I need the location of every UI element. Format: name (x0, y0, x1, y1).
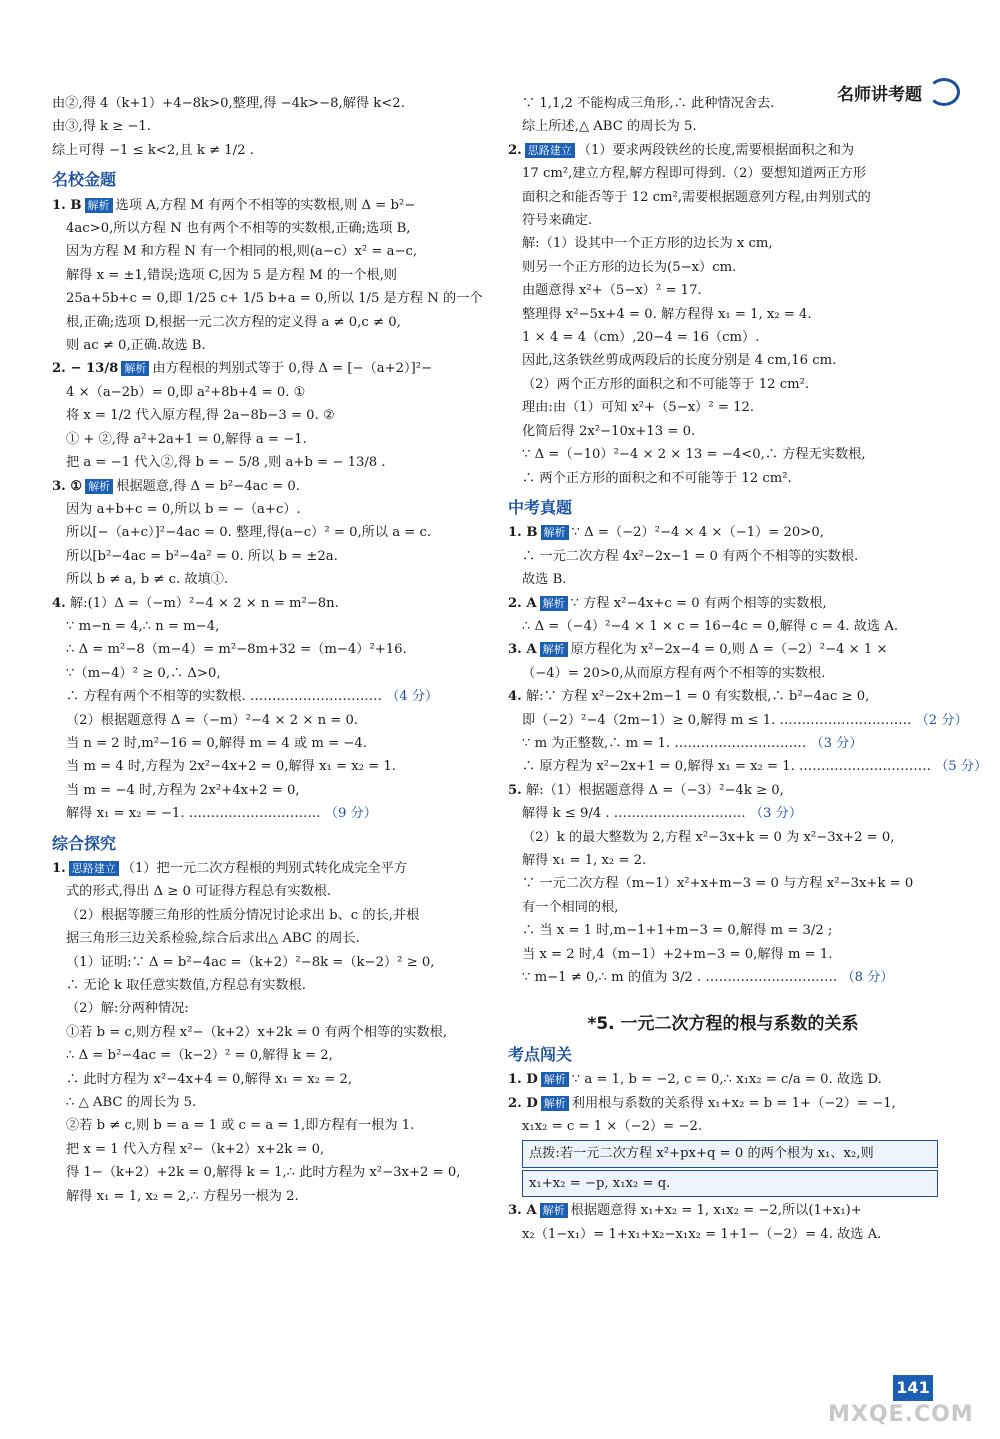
answer-line (52, 1161, 482, 1184)
answer-item (508, 521, 938, 544)
line-text: 当 m = 4 时,方程为 2x²−4x+2 = 0,解得 x₁ = x₂ = 1. (66, 759, 396, 775)
line-text: 符号来确定. (522, 213, 593, 229)
analysis-tag: 解析 (541, 1072, 569, 1087)
answer-line (508, 802, 938, 825)
line-text: 有一个相同的根, (522, 899, 619, 915)
line-text: 4 ×（a−2b）= 0,即 a²+8b+4 = 0. ① (66, 384, 306, 400)
answer-line (508, 568, 938, 591)
line-text: 解得 x₁ = 1, x₂ = 2,∴ 方程另一根为 2. (66, 1188, 299, 1204)
answer-line (52, 1044, 482, 1067)
line-text: （2）两个正方形的面积之和不可能等于 12 cm². (522, 376, 810, 392)
line-text: 化简后得 2x²−10x+13 = 0. (522, 423, 696, 439)
leader-dots: ………………………… (184, 806, 325, 822)
line-text: 把 a = −1 代入②,得 b = − 5/8 ,则 a+b = − 13/8 . (66, 455, 386, 471)
answer-line (52, 451, 482, 474)
answer-line (52, 997, 482, 1020)
line-text: 解:(1）Δ =（−m）²−4 × 2 × n = m²−8n. (69, 595, 339, 611)
answer-line (508, 896, 938, 919)
answer-line (52, 498, 482, 521)
line-text: 则 ac ≠ 0,正确.故选 B. (66, 338, 206, 354)
section-heading: 名校金题 (52, 170, 117, 190)
answer-line (52, 951, 482, 974)
leader-dots: ………………………… (775, 712, 916, 728)
score-label: （4 分） (386, 689, 439, 705)
answer-line (52, 974, 482, 997)
line-text: 4ac>0,所以方程 N 也有两个不相等的实数根,正确;选项 B, (66, 221, 411, 237)
line-text: ∴ 原方程为 x²−2x+1 = 0,解得 x₁ = x₂ = 1. (522, 759, 795, 775)
analysis-tag: 解析 (121, 361, 149, 376)
line-text: （1）要求两段铁丝的长度,需要根据面积之和为 (577, 142, 855, 158)
analysis-tag: 解析 (541, 1096, 569, 1111)
section-heading: 中考真题 (508, 497, 573, 517)
answer-line (508, 1115, 938, 1138)
analysis-tag: 解析 (540, 642, 568, 657)
answer-item (508, 638, 938, 661)
score-label: （5 分） (935, 759, 988, 775)
score-label: （9 分） (324, 806, 377, 822)
answer-line (508, 232, 938, 255)
answer-item (508, 592, 938, 615)
line-text: ∵ m 为正整数,∴ m = 1. (522, 735, 671, 751)
line-text: （1）证明:∵ Δ = b²−4ac =（k+2）²−8k =（k−2）² ≥ 0, (66, 954, 435, 970)
section-heading: 综合探究 (52, 833, 117, 853)
line-text: 解:∵ 方程 x²−2x+2m−1 = 0 有实数根,∴ b²−4ac ≥ 0, (525, 689, 870, 705)
analysis-tag: 思路建立 (69, 861, 119, 876)
answer-line (52, 709, 482, 732)
answer-line (52, 115, 482, 138)
line-text: 则另一个正方形的边长为(5−x）cm. (522, 259, 737, 275)
line-text: 将 x = 1/2 代入原方程,得 2a−8b−3 = 0. ② (66, 408, 335, 424)
item-number: 3. A (508, 1203, 537, 1219)
answer-line (508, 303, 938, 326)
line-text: 当 n = 2 时,m²−16 = 0,解得 m = 4 或 m = −4. (66, 735, 367, 751)
line-text: 由题意得 x²+（5−x）² = 17. (522, 283, 702, 299)
answer-line (508, 326, 938, 349)
leader-dots: ………………………… (609, 806, 750, 822)
answer-line (508, 209, 938, 232)
item-number: 3. A (508, 642, 537, 658)
line-text: 由②,得 4（k+1）+4−8k>0,整理,得 −4k>−8,解得 k<2. (52, 96, 405, 111)
answer-line (508, 256, 938, 279)
answer-line (508, 373, 938, 396)
answer-line (52, 638, 482, 661)
answer-item (52, 194, 482, 217)
answer-item (508, 1199, 938, 1222)
line-text: 把 x = 1 代入方程 x²−（k+2）x+2k = 0, (66, 1141, 325, 1157)
answer-line (508, 420, 938, 443)
answer-line (508, 115, 938, 138)
answer-line (52, 904, 482, 927)
left-column (52, 92, 482, 1208)
answer-item (508, 1092, 938, 1115)
watermark: MXQE.COM (828, 1402, 974, 1427)
answer-line (52, 404, 482, 427)
item-number: 4. (508, 689, 522, 705)
item-number: 2. A (508, 595, 537, 611)
answer-line (52, 927, 482, 950)
answer-line (508, 966, 938, 989)
line-text: 解得 x = ±1,错误;选项 C,因为 5 是方程 M 的一个根,则 (66, 267, 397, 283)
answer-line (52, 545, 482, 568)
answer-line (52, 217, 482, 240)
answer-item (508, 139, 938, 162)
tip-box-line: x₁+x₂ = −p, x₁x₂ = q. (522, 1170, 938, 1197)
item-number: 3. ① (52, 478, 83, 494)
answer-line (52, 92, 482, 115)
answer-line (508, 849, 938, 872)
answer-line (52, 779, 482, 802)
line-text: 选项 A,方程 M 有两个不相等的实数根,则 Δ = b²− (115, 197, 416, 213)
line-text: 因为 a+b+c = 0,所以 b = −（a+c）. (66, 501, 301, 517)
analysis-tag: 解析 (85, 479, 113, 494)
answer-line (52, 1185, 482, 1208)
line-text: ∵ m−1 ≠ 0,∴ m 的值为 3/2 . (522, 970, 702, 986)
line-text: ∵ 1,1,2 不能构成三角形,∴ 此种情况舍去. (522, 96, 775, 111)
line-text: 所以[−（a+c）]²−4ac = 0. 整理,得(a−c）² = 0,所以 a = c. (66, 525, 432, 541)
leader-dots: ………………………… (701, 970, 842, 986)
line-text: 根据题意,得 Δ = b²−4ac = 0. (116, 478, 300, 494)
line-text: ∵ m−n = 4,∴ n = m−4, (66, 618, 220, 634)
chapter-title: *5. 一元二次方程的根与系数的关系 (587, 1014, 859, 1035)
analysis-tag: 解析 (85, 198, 113, 213)
answer-line (508, 186, 938, 209)
line-text: x₁x₂ = c = 1 ×（−2）= −2. (522, 1119, 703, 1135)
line-text: 整理得 x²−5x+4 = 0. 解方程得 x₁ = 1, x₂ = 4. (522, 306, 812, 322)
answer-line (508, 662, 938, 685)
header-title: 名师讲考题 (837, 84, 922, 105)
answer-line (508, 162, 938, 185)
line-text: 25a+5b+c = 0,即 1/25 c+ 1/5 b+a = 0,所以 1/5 是方程 N 的一个 (66, 291, 483, 307)
line-text: ∴ 方程有两个不相等的实数根. (66, 689, 246, 705)
answer-line (508, 279, 938, 302)
line-text: 理由:由（1）可知 x²+（5−x）² = 12. (522, 400, 755, 416)
right-column (508, 92, 988, 1246)
score-label: （2 分） (915, 712, 968, 728)
line-text: （1）把一元二次方程根的判别式转化成完全平方 (121, 861, 408, 876)
leader-dots: ………………………… (245, 689, 387, 705)
item-number: 1. B (52, 197, 82, 213)
line-text: 解:（1）设其中一个正方形的边长为 x cm, (522, 236, 773, 252)
line-text: ∵ a = 1, b = −2, c = 0,∴ x₁x₂ = c/a = 0. 故选 D. (571, 1072, 882, 1088)
line-text: 1 × 4 = 4（cm）,20−4 = 16（cm）. (522, 330, 760, 346)
answer-line (508, 443, 938, 466)
line-text: 根据题意得 x₁+x₂ = 1, x₁x₂ = −2,所以(1+x₁)+ (570, 1203, 862, 1219)
answer-line (52, 685, 482, 708)
leader-dots: ………………………… (794, 759, 936, 775)
answer-line (508, 349, 938, 372)
item-number: 4. (52, 595, 66, 611)
line-text: 因此,这条铁丝剪成两段后的长度分别是 4 cm,16 cm. (522, 353, 837, 369)
answer-line (52, 1021, 482, 1044)
leader-dots: ………………………… (670, 735, 811, 751)
answer-line (508, 826, 938, 849)
answer-item (508, 685, 938, 708)
line-text: 所以 b ≠ a, b ≠ c. 故填①. (66, 572, 229, 588)
line-text: 利用根与系数的关系得 x₁+x₂ = b = 1+（−2）= −1, (571, 1095, 896, 1111)
line-text: （2）根据题意得 Δ =（−m）²−4 × 2 × n = 0. (66, 712, 359, 728)
score-label: （3 分） (749, 806, 803, 822)
line-text: 得 1−（k+2）+2k = 0,解得 k = 1,∴ 此时方程为 x²−3x+2 = 0, (66, 1165, 461, 1181)
line-text: ∵ 一元二次方程（m−1）x²+x+m−3 = 0 与方程 x²−3x+k = 0 (522, 876, 914, 892)
answer-line (508, 92, 938, 115)
line-text: ∵（m−4）² ≥ 0,∴ Δ>0, (66, 665, 221, 681)
answer-line (508, 872, 938, 895)
answer-line (52, 802, 482, 825)
section-heading: 考点闯关 (508, 1044, 573, 1064)
line-text: 由③,得 k ≥ −1. (52, 119, 152, 135)
line-text: 当 x = 2 时,4（m−1）+2+m−3 = 0,解得 m = 1. (522, 946, 833, 962)
line-text: 式的形式,得出 Δ ≥ 0 可证得方程总有实数根. (66, 884, 332, 900)
answer-item (508, 1068, 938, 1091)
answer-line (52, 1091, 482, 1114)
analysis-tag: 解析 (540, 596, 568, 611)
answer-line (52, 381, 482, 404)
line-text: 综上可得 −1 ≤ k<2,且 k ≠ 1/2 . (52, 142, 254, 158)
answer-line (508, 755, 988, 778)
answer-line (508, 396, 938, 419)
score-label: （8 分） (841, 970, 894, 986)
answer-line (508, 467, 938, 490)
item-number: 1. (52, 861, 66, 876)
line-text: ∴ 两个正方形的面积之和不可能等于 12 cm². (522, 470, 792, 486)
answer-line (508, 919, 938, 942)
answer-line (52, 139, 482, 162)
line-text: 解:（1）根据题意得 Δ =（−3）²−4k ≥ 0, (525, 782, 784, 798)
answer-line (52, 1114, 482, 1137)
answer-line (52, 732, 482, 755)
line-text: ∴ Δ = m²−8（m−4）= m²−8m+32 =（m−4）²+16. (66, 642, 407, 658)
line-text: 解得 x₁ = 1, x₂ = 2. (522, 853, 647, 868)
item-number: 2. − 13/8 (52, 361, 119, 377)
item-number: 5. (508, 782, 522, 798)
line-text: ∵ 方程 x²−4x+c = 0 有两个相等的实数根, (570, 595, 827, 611)
line-text: （2）k 的最大整数为 2,方程 x²−3x+k = 0 为 x²−3x+2 = 0, (522, 829, 895, 845)
line-text: ①若 b = c,则方程 x²−（k+2）x+2k = 0 有两个相等的实数根, (66, 1024, 448, 1040)
tip-box-line: 点拨:若一元二次方程 x²+px+q = 0 的两个根为 x₁、x₂,则 (522, 1140, 938, 1167)
line-text: 所以[b²−4ac = b²−4a² = 0. 所以 b = ±2a. (66, 548, 338, 564)
line-text: 原方程化为 x²−2x−4 = 0,则 Δ =（−2）²−4 × 1 × (570, 642, 888, 658)
line-text: 由方程根的判别式等于 0,得 Δ = [−（a+2）]²− (152, 361, 433, 377)
line-text: ∴ 无论 k 取任意实数值,方程总有实数根. (66, 978, 306, 994)
answer-line (52, 662, 482, 685)
line-text: 解得 k ≤ 9/4 . (522, 806, 610, 822)
analysis-tag: 解析 (541, 525, 569, 540)
answer-line (52, 334, 482, 357)
page-number: 141 (893, 1375, 933, 1401)
answer-line (52, 1138, 482, 1161)
line-text: （2）解:分两种情况: (66, 1001, 189, 1017)
answer-line (508, 943, 938, 966)
analysis-tag: 解析 (540, 1203, 568, 1218)
item-number: 1. B (508, 525, 538, 541)
line-text: ②若 b ≠ c,则 b = a = 1 或 c = a = 1,即方程有一根为 1. (66, 1118, 415, 1134)
answer-line (52, 755, 482, 778)
line-text: ∴ Δ = b²−4ac =（k−2）² = 0,解得 k = 2, (66, 1048, 333, 1064)
line-text: ∴ Δ =（−4）²−4 × 1 × c = 16−4c = 0,解得 c = 4. 故选 A. (522, 618, 899, 634)
line-text: 故选 B. (522, 572, 567, 588)
line-text: 综上所述,△ ABC 的周长为 5. (522, 119, 697, 135)
line-text: （−4）= 20>0,从而原方程有两个不相等的实数根. (522, 665, 826, 681)
answer-line (52, 1068, 482, 1091)
line-text: 17 cm²,建立方程,解方程即可得到.（2）要想知道两正方形 (522, 166, 867, 182)
line-text: 因为方程 M 和方程 N 有一个相同的根,则(a−c）x² = a−c, (66, 244, 418, 260)
answer-item (52, 357, 482, 380)
line-text: ∵ Δ =（−10）²−4 × 2 × 13 = −4<0,∴ 方程无实数根, (522, 447, 866, 463)
item-number: 2. D (508, 1095, 538, 1111)
line-text: ∴ 此时方程为 x²−4x+4 = 0,解得 x₁ = x₂ = 2, (66, 1071, 353, 1087)
line-text: 解得 x₁ = x₂ = −1. (66, 806, 185, 822)
line-text: ∵ Δ =（−2）²−4 × 4 ×（−1）= 20>0, (571, 525, 824, 541)
item-number: 2. (508, 142, 522, 158)
answer-item (52, 857, 482, 880)
line-text: ∴ 一元二次方程 4x²−2x−1 = 0 有两个不相等的实数根. (522, 548, 859, 564)
answer-line (52, 615, 482, 638)
line-text: 根,正确;选项 D,根据一元二次方程的定义得 a ≠ 0,c ≠ 0, (66, 314, 401, 330)
line-text: ① + ②,得 a²+2a+1 = 0,解得 a = −1. (66, 431, 307, 447)
answer-line (52, 568, 482, 591)
line-text: 即（−2）²−4（2m−1）≥ 0,解得 m ≤ 1. (522, 712, 776, 728)
answer-line (52, 287, 482, 310)
answer-line (52, 264, 482, 287)
answer-line (508, 615, 938, 638)
answer-line (52, 880, 482, 903)
line-text: 据三角形三边关系检验,综合后求出△ ABC 的周长. (66, 931, 360, 947)
line-text: （2）根据等腰三角形的性质分情况讨论求出 b、c 的长,并根 (66, 907, 420, 923)
answer-line (508, 545, 938, 568)
line-text: ∴ 当 x = 1 时,m−1+1+m−3 = 0,解得 m = 3/2 ; (522, 923, 833, 939)
answer-line (508, 732, 938, 755)
line-text: x₂（1−x₁）= 1+x₁+x₂−x₁x₂ = 1+1−（−2）= 4. 故选 A. (522, 1226, 882, 1242)
answer-item (508, 779, 938, 802)
answer-line (52, 240, 482, 263)
score-label: （3 分） (810, 735, 863, 751)
line-text: 面积之和能否等于 12 cm²,需要根据题意列方程,由判别式的 (522, 189, 871, 205)
answer-line (52, 311, 482, 334)
answer-line (52, 428, 482, 451)
answer-line (508, 1223, 938, 1246)
answer-item (52, 475, 482, 498)
answer-line (508, 709, 968, 732)
line-text: ∴ △ ABC 的周长为 5. (66, 1095, 197, 1111)
answer-item (52, 592, 482, 615)
item-number: 1. D (508, 1072, 538, 1088)
analysis-tag: 思路建立 (525, 143, 575, 158)
line-text: 当 m = −4 时,方程为 2x²+4x+2 = 0, (66, 782, 300, 798)
answer-line (52, 521, 482, 544)
